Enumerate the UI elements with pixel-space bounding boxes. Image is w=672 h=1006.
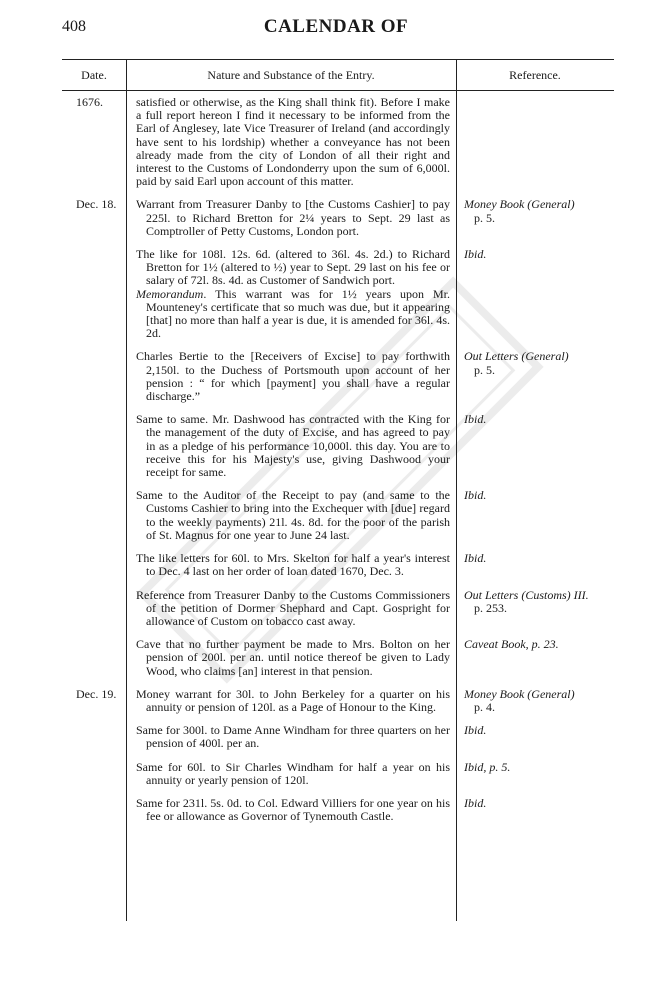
- table-row: [62, 589, 614, 629]
- entry-reference: Out Letters (Customs) III. p. 253.: [464, 587, 589, 615]
- entry-text: Same to the Auditor of the Receipt to pay (and same to the Customs Cashier to bring into the Exchequer with [due] regard to the weekly payments) 21l. 4s. 8d. for the poor of the parish of St. Magnus for one year to June 24 last.: [136, 488, 450, 542]
- table-row: [62, 761, 614, 787]
- table-row: [62, 724, 614, 750]
- entry-reference: Ibid.: [464, 247, 487, 262]
- entries-table: [62, 96, 614, 833]
- table-top-rule: [62, 59, 614, 60]
- memorandum: Memorandum. This warrant was for 1½ years upon Mr. Mounteney's certificate that so much was due, but it appearing [that] no more than half a year is due, it is amended for 36l. 4s. 2d.: [136, 286, 450, 341]
- entry-text: Warrant from Treasurer Danby to [the Customs Cashier] to pay 225l. to Richard Bretton for 2¼ years to Sept. 29 last as Comptroller of Petty Customs, London port.: [136, 197, 450, 238]
- entry-text: The like letters for 60l. to Mrs. Skelton for half a year's interest to Dec. 4 last on her order of loan dated 1670, Dec. 3.: [136, 551, 450, 579]
- entry-date: [62, 489, 126, 542]
- entry-reference: Caveat Book, p. 23.: [464, 637, 559, 652]
- entry-text: Money warrant for 30l. to John Berkeley for a quarter on his annuity or pension of 120l. as a Page of Honour to the King.: [136, 686, 450, 714]
- entry-date: 1676.: [76, 95, 103, 109]
- table-row: [62, 413, 614, 479]
- column-header-reference: Reference.: [509, 68, 561, 82]
- entry-reference: Out Letters (General) p. 5.: [464, 349, 569, 377]
- column-header-date: Date.: [81, 68, 107, 82]
- table-row: [62, 350, 614, 403]
- entry-reference: Ibid.: [464, 488, 487, 503]
- entry-text: Same to same. Mr. Dashwood has contracted with the King for the management of the duty of Excise, and has agreed to pay in as a pledge of his performance 10,000l. this day. You are to receive this for his Majesty's use, giving Dashwood your receipt for same.: [136, 412, 450, 480]
- entry-date: [62, 248, 126, 340]
- entry-date: [62, 589, 126, 629]
- entry-reference: Money Book (General) p. 4.: [464, 686, 575, 714]
- table-row: [62, 638, 614, 678]
- entry-reference: [456, 96, 614, 188]
- entry-reference: Ibid.: [464, 412, 487, 427]
- entry-text: Reference from Treasurer Danby to the Customs Commissioners of the petition of Dormer Shephard and Capt. Gospright for allowance of Custom on tobacco cast away.: [136, 587, 450, 628]
- entry-text: Same for 300l. to Dame Anne Windham for three quarters on her pension of 400l. per an.: [136, 723, 450, 751]
- entry-date: [62, 638, 126, 678]
- entry-text: Charles Bertie to the [Receivers of Excise] to pay forthwith 2,150l. to the Duchess of Portsmouth upon account of her pension : “ for which [payment] you shall have a regular discharge.”: [136, 349, 450, 404]
- entry-date: [62, 413, 126, 479]
- table-row: [62, 248, 614, 340]
- page-number: 408: [62, 18, 86, 35]
- table-row: [62, 688, 614, 714]
- entry-date: [62, 552, 126, 578]
- table-row: [62, 552, 614, 578]
- table-row: [62, 489, 614, 542]
- entry-reference: Ibid.: [464, 551, 487, 566]
- entry-reference: Ibid.: [464, 723, 487, 738]
- entry-text: Cave that no further payment be made to Mrs. Bolton on her pension of 200l. per an. until notice thereof be given to Lady Wood, who claims [an] interest in that pension.: [136, 637, 450, 678]
- entry-reference: Money Book (General) p. 5.: [464, 197, 575, 225]
- entry-text: satisfied or otherwise, as the King shall think fit). Before I make a full report hereon I find it necessary to be informed from the Earl of Anglesey, late Vice Treasurer of Ireland (and accordingly have sent to his lordship) whether a conveyance has not been already made from the city of London of all their right and interest to the Customs of Londonderry upon the sum of 6,000l. paid by said Earl upon account of this matter.: [136, 95, 450, 189]
- column-header-nature: Nature and Substance of the Entry.: [207, 68, 375, 82]
- entry-reference: Ibid.: [464, 795, 487, 810]
- entry-reference: Ibid, p. 5.: [464, 759, 511, 774]
- entry-text: Same for 60l. to Sir Charles Windham for half a year on his annuity or yearly pension of 120l.: [136, 759, 450, 787]
- entry-date: Dec. 18.: [76, 197, 117, 212]
- entry-date: [62, 350, 126, 403]
- memorandum-label: Memorandum: [136, 286, 204, 301]
- entry-date: Dec. 19.: [76, 686, 117, 701]
- page-header: [0, 14, 672, 44]
- running-title: CALENDAR OF: [263, 16, 409, 37]
- entry-date: [62, 761, 126, 787]
- entry-date: [62, 797, 126, 823]
- table-row: [62, 96, 614, 188]
- table-row: [62, 797, 614, 823]
- table-header-rule: [62, 90, 614, 91]
- entry-text: Same for 231l. 5s. 0d. to Col. Edward Villiers for one year on his fee or allowance as Governor of Tynemouth Castle.: [136, 795, 450, 824]
- table-row: [62, 198, 614, 238]
- entry-date: [62, 724, 126, 750]
- entry-text: The like for 108l. 12s. 6d. (altered to 36l. 4s. 2d.) to Richard Bretton for 1½ (altered to ½) year to Sept. 29 last on his fee or salary of 72l. 8s. 4d. as Customer of Sandwich port. Memorandum. This warrant was for 1½ years upon Mr. Mounteney's certificate that so much was due, but it appearing [that] no more than half a year is due, it is amended for 36l. 4s. 2d.: [136, 247, 450, 341]
